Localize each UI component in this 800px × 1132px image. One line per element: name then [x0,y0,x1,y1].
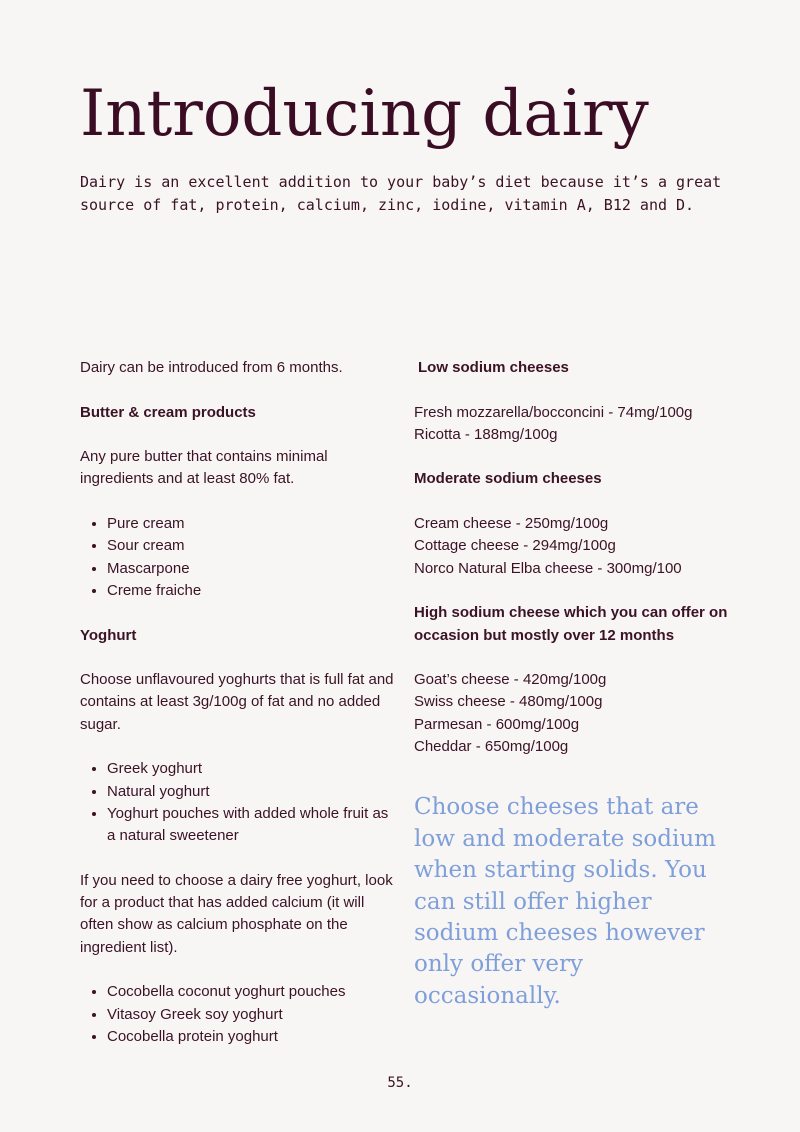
butter-cream-heading: Butter & cream products [80,403,256,421]
list-item: • Pure cream [107,513,400,535]
list-item: • Sour cream [107,535,400,557]
intro-age-text: Dairy can be introduced from 6 months. [80,359,343,376]
high-sodium-item: Goat’s cheese - 420mg/100g [414,671,607,689]
moderate-sodium-heading: Moderate sodium cheeses [414,470,602,488]
list-item: • Greek yoghurt [107,758,400,780]
list-item: • Cocobella protein yoghurt [107,1026,400,1048]
list-item: • Yoghurt pouches with added whole fruit as a natural sweetener [107,803,400,848]
list-item: • Vitasoy Greek soy yoghurt [107,1004,400,1026]
yoghurt-heading: Yoghurt [80,626,137,644]
low-sodium-item: Ricotta - 188mg/100g [414,425,558,443]
high-sodium-item: Parmesan - 600mg/100g [414,715,580,733]
butter-description: Any pure butter that contains minimal ingredients and at least 80% fat. [80,448,328,488]
low-sodium-item: Fresh mozzarella/bocconcini - 74mg/100g [414,403,693,421]
sodium-callout: Choose cheeses that are low and moderate sodium when starting solids. You can still offer higher sodium cheeses however only offer very occasionally. [414,794,716,1009]
moderate-sodium-item: Norco Natural Elba cheese - 300mg/100 [414,559,682,577]
list-item: • Cocobella coconut yoghurt pouches [107,981,400,1003]
yoghurt-description: Choose unflavoured yoghurts that is full fat and contains at least 3g/100g of fat and no added sugar. [80,671,394,733]
high-sodium-item: Cheddar - 650mg/100g [414,738,569,756]
list-item: • Mascarpone [107,558,400,580]
right-column [414,357,734,1012]
intro-paragraph: Dairy is an excellent addition to your baby’s diet because it’s a great source of fat, protein, calcium, zinc, iodine, vitamin A, B12 and D. [80,173,722,214]
dairy-free-list [80,981,400,1048]
list-item: • Natural yoghurt [107,781,400,803]
list-item: • Creme fraiche [107,580,400,602]
low-sodium-heading: Low sodium cheeses [418,359,569,376]
butter-cream-list [80,513,400,602]
high-sodium-heading: High sodium cheese which you can offer on occasion but mostly over 12 months [414,604,728,644]
left-column [80,357,400,1048]
dairy-free-description: If you need to choose a dairy free yoghurt, look for a product that has added calcium (it will often show as calcium phosphate on the ingredient list). [80,871,393,956]
yoghurt-list [80,758,400,847]
moderate-sodium-item: Cottage cheese - 294mg/100g [414,537,616,555]
page-title: Introducing dairy [80,77,649,151]
moderate-sodium-item: Cream cheese - 250mg/100g [414,515,609,533]
page-number: 55. [387,1075,413,1091]
high-sodium-item: Swiss cheese - 480mg/100g [414,693,603,711]
